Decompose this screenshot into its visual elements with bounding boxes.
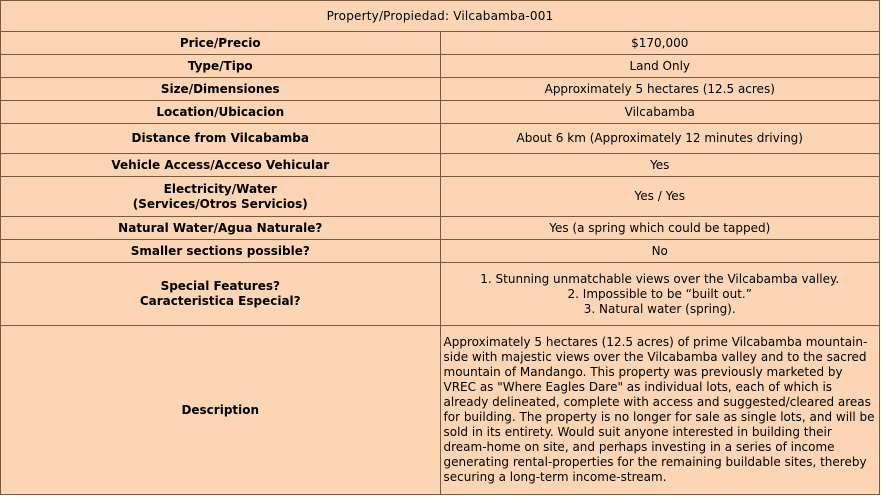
table-row — [1, 55, 880, 78]
price-value: $170,000 — [440, 32, 880, 55]
table-row — [1, 217, 880, 240]
table-row — [1, 263, 880, 326]
size-label: Size/Dimensiones — [1, 78, 441, 101]
services-label-line1: Electricity/Water — [163, 181, 277, 196]
special-features-value — [440, 263, 880, 326]
title-row — [1, 1, 880, 32]
list-item: 2. Impossible to be “built out.” — [567, 286, 752, 301]
smaller-sections-value: No — [440, 240, 880, 263]
natural-water-value: Yes (a spring which could be tapped) — [440, 217, 880, 240]
type-label: Type/Tipo — [1, 55, 441, 78]
table-row — [1, 326, 880, 495]
services-label-line2: (Services/Otros Servicios) — [132, 196, 308, 211]
list-item: 1. Stunning unmatchable views over the Vilcabamba valley. — [480, 271, 840, 286]
vehicle-access-value: Yes — [440, 154, 880, 177]
special-features-label — [1, 263, 441, 326]
price-label: Price/Precio — [1, 32, 441, 55]
type-value: Land Only — [440, 55, 880, 78]
special-features-label-line1: Special Features? — [160, 279, 280, 293]
description-text: Approximately 5 hectares (12.5 acres) of prime Vilcabamba mountain-side with majestic views over the Vilcabamba valley and to the sacred mountain of Mandango. This property was previously marketed by VREC as "Where Eagles Dare" as individual lots, each of which is already delineated, complete with access and suggested/cleared areas for building. The property is no longer for sale as single lots, and will be sold in its entirety. Would suit anyone interested in building their dream-home on site, and perhaps investing in a series of income generating rental-properties for the remaining buildable sites, thereby securing a long-term income-stream. — [440, 326, 880, 495]
size-value: Approximately 5 hectares (12.5 acres) — [440, 78, 880, 101]
special-features-label-line2: Caracteristica Especial? — [139, 294, 301, 308]
table-row — [1, 177, 880, 217]
table-row — [1, 78, 880, 101]
natural-water-label: Natural Water/Agua Naturale? — [1, 217, 441, 240]
table-row — [1, 124, 880, 154]
table-row — [1, 240, 880, 263]
location-value: Vilcabamba — [440, 101, 880, 124]
vehicle-access-label: Vehicle Access/Acceso Vehicular — [1, 154, 441, 177]
distance-label: Distance from Vilcabamba — [1, 124, 441, 154]
table-row — [1, 101, 880, 124]
table-row — [1, 154, 880, 177]
location-label: Location/Ubicacion — [1, 101, 441, 124]
special-features-list — [444, 272, 877, 317]
services-value: Yes / Yes — [440, 177, 880, 217]
description-label: Description — [1, 326, 441, 495]
distance-value: About 6 km (Approximately 12 minutes driving) — [440, 124, 880, 154]
services-label — [1, 177, 441, 217]
list-item: 3. Natural water (spring). — [583, 301, 736, 316]
smaller-sections-label: Smaller sections possible? — [1, 240, 441, 263]
table-row — [1, 32, 880, 55]
property-title: Property/Propiedad: Vilcabamba-001 — [1, 1, 880, 32]
